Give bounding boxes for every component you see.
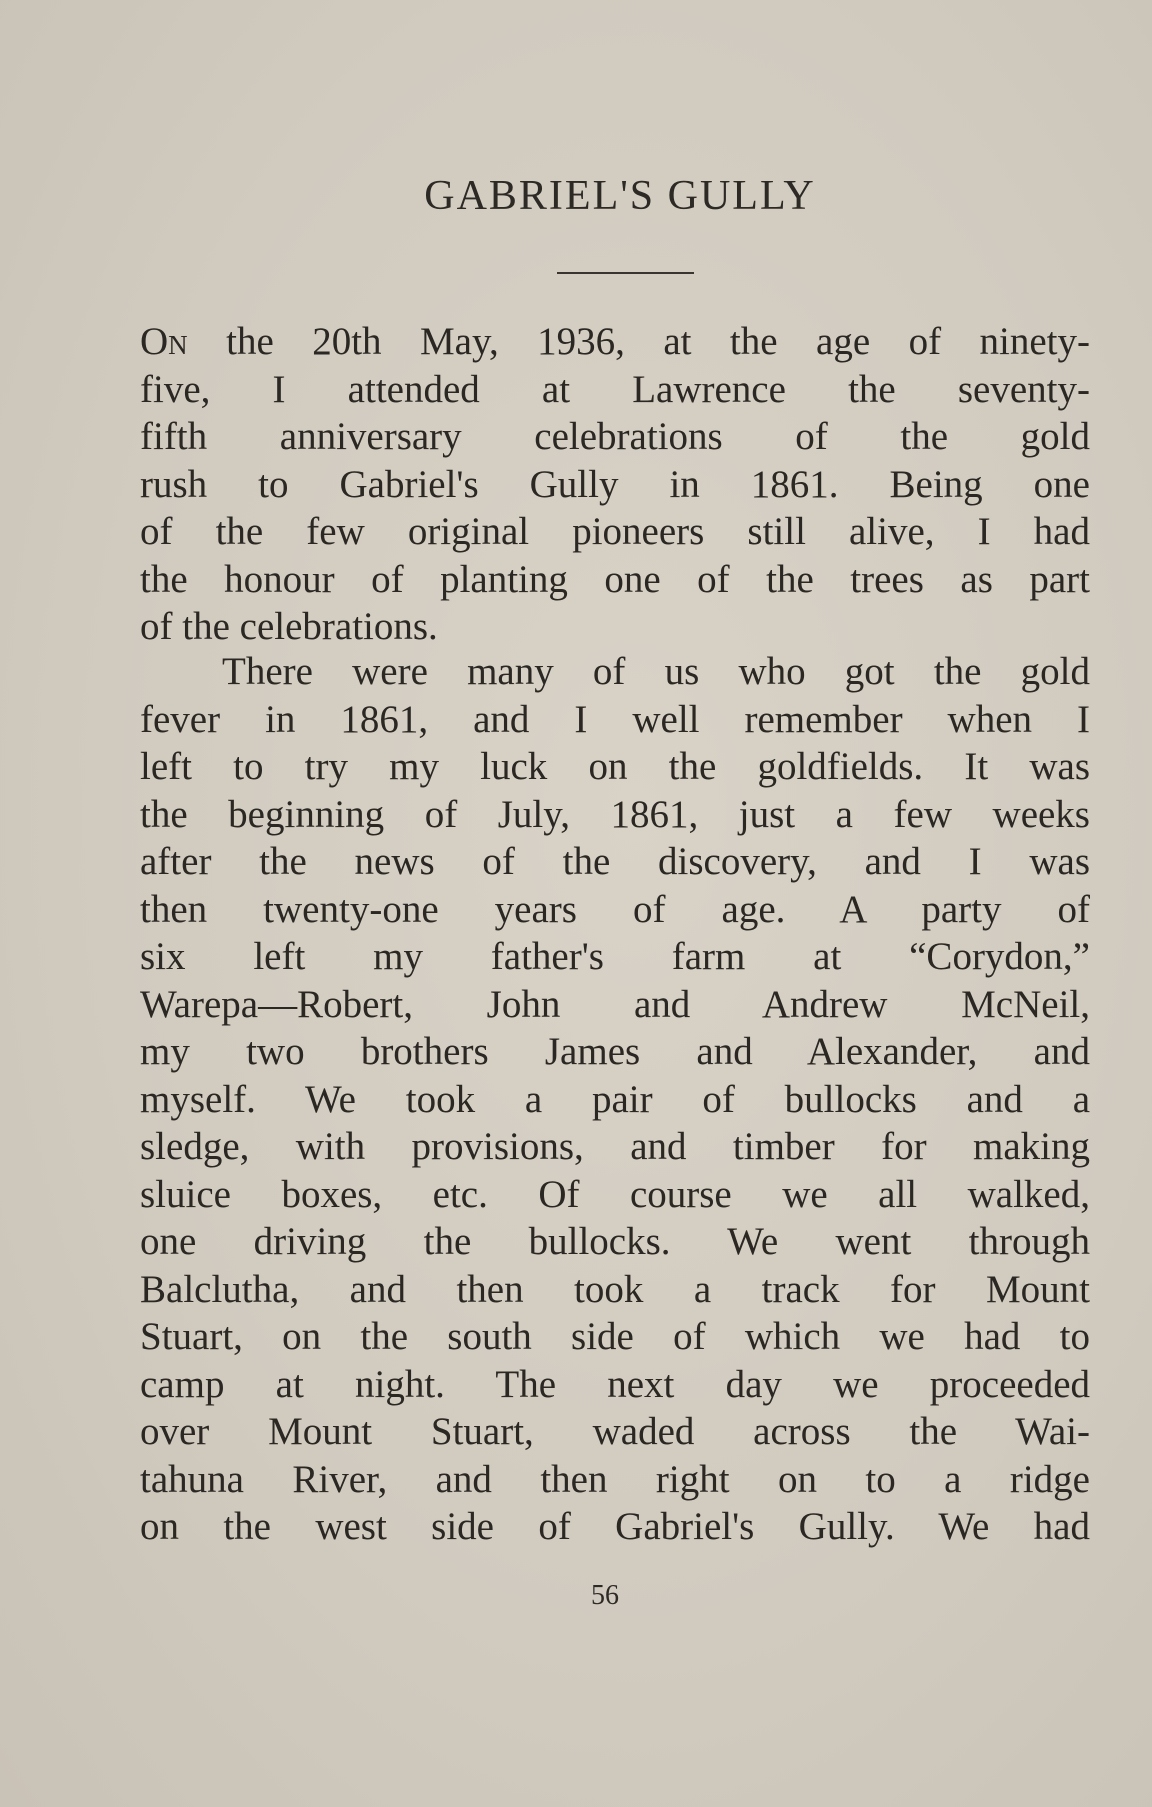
text-line: the beginning of July, 1861, just a few weeks — [140, 792, 1090, 836]
text-line: of the few original pioneers still alive, I had — [140, 510, 1090, 553]
text-line: fifth anniversary celebrations of the gold — [140, 415, 1090, 458]
text-line: Warepa—Robert, John and Andrew McNeil, — [140, 982, 1090, 1026]
text-line: Stuart, on the south side of which we had to — [140, 1315, 1090, 1358]
text-line: left to try my luck on the goldfields. It was — [140, 745, 1090, 788]
paragraph-1 — [140, 318, 1090, 651]
text-line: Balclutha, and then took a track for Mount — [140, 1267, 1090, 1311]
text-line: the honour of planting one of the trees as part — [140, 557, 1090, 601]
text-line: after the news of the discovery, and I was — [140, 840, 1090, 883]
text-line: myself. We took a pair of bullocks and a — [140, 1077, 1090, 1121]
title-divider — [557, 272, 694, 274]
text-line: sluice boxes, etc. Of course we all walked, — [140, 1172, 1090, 1216]
text-line: five, I attended at Lawrence the seventy- — [140, 367, 1090, 411]
text-line: my two brothers James and Alexander, and — [140, 1030, 1090, 1073]
page-number: 56 — [591, 1580, 619, 1611]
text-line: on the west side of Gabriel's Gully. We had — [140, 1505, 1090, 1548]
text-line: rush to Gabriel's Gully in 1861. Being one — [140, 462, 1090, 506]
paragraph-2 — [140, 648, 1090, 1551]
text-line: sledge, with provisions, and timber for making — [140, 1125, 1090, 1168]
text-line: tahuna River, and then right on to a ridge — [140, 1457, 1090, 1501]
text-line: one driving the bullocks. We went through — [140, 1220, 1090, 1263]
chapter-title: GABRIEL'S GULLY — [424, 173, 816, 219]
text-line: of the celebrations. — [140, 605, 438, 648]
text-line: On the 20th May, 1936, at the age of ninety- — [140, 320, 1090, 363]
first-word: On — [140, 320, 188, 363]
text-line: There were many of us who got the gold — [222, 650, 1090, 693]
text-line: camp at night. The next day we proceeded — [140, 1362, 1090, 1406]
text-line: six left my father's farm at “Corydon,” — [140, 935, 1090, 978]
text-line: fever in 1861, and I well remember when I — [140, 697, 1090, 741]
text-line: then twenty-one years of age. A party of — [140, 887, 1090, 931]
text-line: over Mount Stuart, waded across the Wai- — [140, 1410, 1090, 1453]
